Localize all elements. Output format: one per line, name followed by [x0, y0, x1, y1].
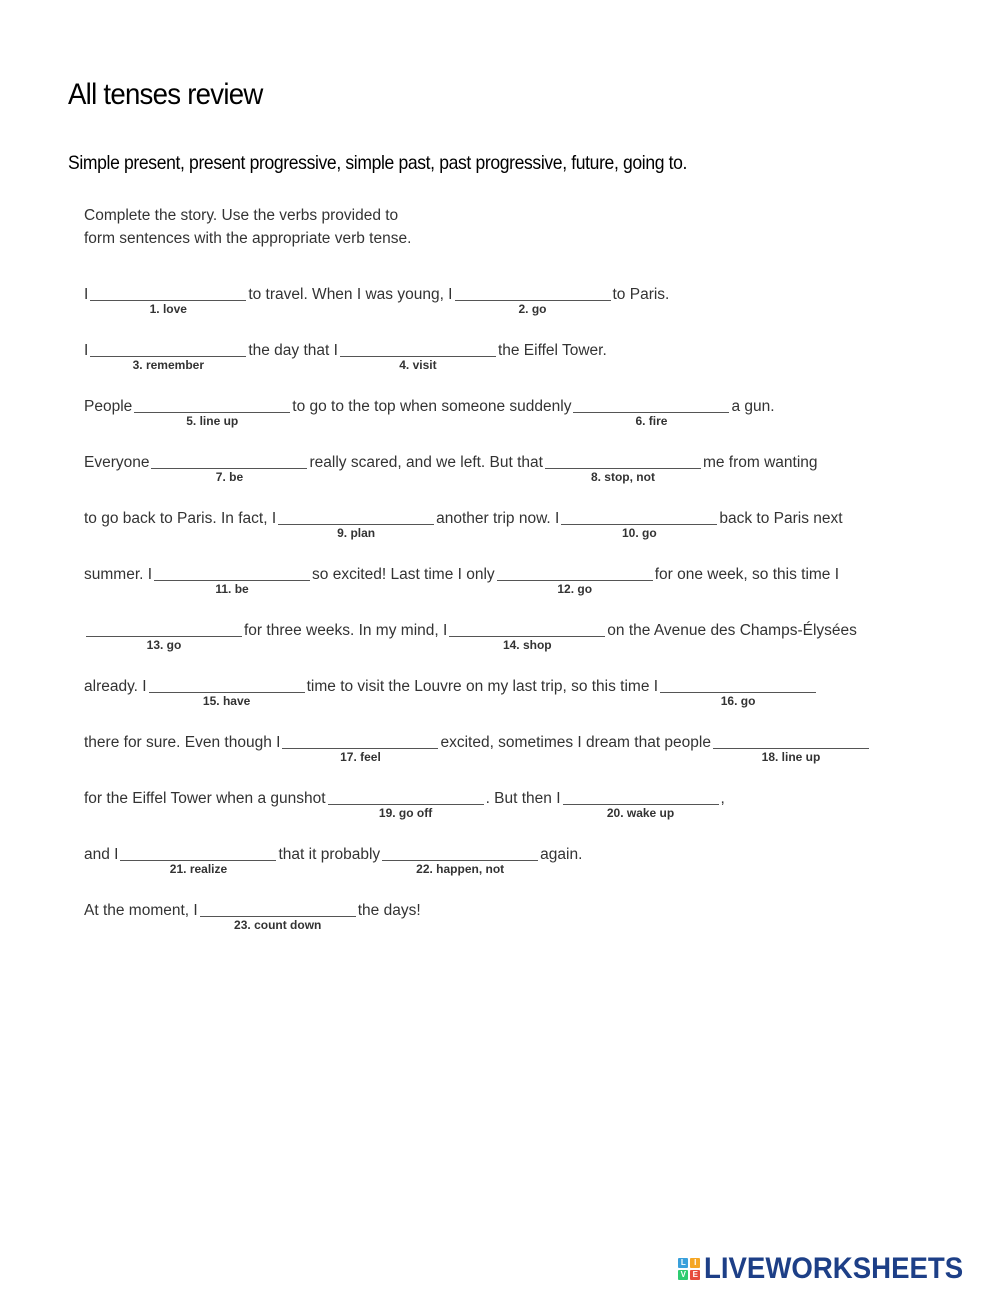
sentence-line: [84, 620, 857, 660]
sentence-text: the Eiffel Tower.: [497, 342, 607, 359]
answer-blank[interactable]: [154, 564, 310, 596]
answer-blank[interactable]: [90, 340, 246, 372]
instructions-line: Complete the story. Use the verbs provided to: [84, 207, 399, 224]
instructions-line: form sentences with the appropriate verb tense.: [84, 230, 412, 247]
verb-hint: 2. go: [518, 302, 547, 316]
answer-blank[interactable]: [149, 676, 305, 708]
verb-hint: 16. go: [720, 694, 756, 708]
sentence-text: time to visit the Louvre on my last trip, so this time I: [306, 678, 659, 695]
verb-hint: 9. plan: [337, 526, 376, 540]
answer-line: [328, 804, 484, 805]
sentence-line: [84, 844, 582, 884]
answer-blank[interactable]: [449, 620, 605, 652]
sentence-text: to go to the top when someone suddenly: [292, 398, 572, 415]
answer-blank[interactable]: [563, 788, 719, 820]
sentence-text: Everyone: [84, 454, 150, 471]
sentence-text: there for sure. Even though I: [84, 734, 281, 751]
sentence-line: [84, 676, 818, 716]
answer-line: [545, 468, 701, 469]
answer-blank[interactable]: [134, 396, 290, 428]
verb-hint: 20. wake up: [606, 806, 675, 820]
answer-line: [455, 300, 611, 301]
answer-line: [154, 580, 310, 581]
sentence-line: [84, 900, 421, 940]
answer-line: [713, 748, 869, 749]
answer-blank[interactable]: [382, 844, 538, 876]
answer-blank[interactable]: [545, 452, 701, 484]
answer-line: [561, 524, 717, 525]
answer-line: [573, 412, 729, 413]
sentence-text: really scared, and we left. But that: [309, 454, 543, 471]
answer-line: [86, 636, 242, 637]
answer-blank[interactable]: [713, 732, 869, 764]
answer-line: [120, 860, 276, 861]
sentence-line: [84, 284, 669, 324]
answer-blank[interactable]: [200, 900, 356, 932]
sentence-text: already. I: [84, 678, 147, 695]
answer-line: [134, 412, 290, 413]
answer-blank[interactable]: [328, 788, 484, 820]
sentence-line: [84, 396, 775, 436]
sentence-line: [84, 564, 839, 604]
answer-blank[interactable]: [120, 844, 276, 876]
sentence-text: so excited! Last time I only: [312, 566, 495, 583]
page-subtitle: Simple present, present progressive, simple past, past progressive, future, going to.: [68, 152, 688, 174]
answer-blank[interactable]: [561, 508, 717, 540]
answer-line: [151, 468, 307, 469]
sentence-text: back to Paris next: [719, 510, 843, 527]
logo-mark-letter: I: [690, 1258, 700, 1268]
verb-hint: 12. go: [557, 582, 593, 596]
answer-blank[interactable]: [497, 564, 653, 596]
verb-hint: 21. realize: [169, 862, 228, 876]
sentence-text: summer. I: [84, 566, 153, 583]
answer-line: [278, 524, 434, 525]
answer-line: [382, 860, 538, 861]
answer-blank[interactable]: [282, 732, 438, 764]
answer-line: [90, 356, 246, 357]
answer-blank[interactable]: [340, 340, 496, 372]
answer-line: [563, 804, 719, 805]
verb-hint: 10. go: [622, 526, 657, 540]
verb-hint: 23. count down: [234, 918, 322, 932]
sentence-text: and I: [84, 846, 119, 863]
brand-logo: [678, 1252, 986, 1286]
verb-hint: 7. be: [215, 470, 244, 484]
verb-hint: 13. go: [146, 638, 182, 652]
page-title: All tenses review: [68, 78, 263, 111]
sentence-text: to go back to Paris. In fact, I: [84, 510, 277, 527]
sentence-text: the day that I: [248, 342, 338, 359]
verb-hint: 19. go off: [378, 806, 433, 820]
instructions: [84, 204, 464, 250]
answer-line: [340, 356, 496, 357]
brand-name: LIVEWORKSHEETS: [704, 1252, 964, 1285]
verb-hint: 17. feel: [340, 750, 381, 764]
sentence-line: [84, 508, 843, 548]
logo-mark-icon: [678, 1258, 700, 1280]
sentence-text: to travel. When I was young, I: [248, 286, 453, 303]
verb-hint: 8. stop, not: [590, 470, 655, 484]
answer-line: [149, 692, 305, 693]
verb-hint: 14. shop: [502, 638, 552, 652]
sentence-text: again.: [540, 846, 583, 863]
sentence-text: another trip now. I: [436, 510, 560, 527]
verb-hint: 1. love: [149, 302, 187, 316]
sentence-text: the days!: [357, 902, 421, 919]
answer-line: [449, 636, 605, 637]
sentence-text: me from wanting: [702, 454, 818, 471]
logo-mark-letter: E: [690, 1270, 700, 1280]
sentence-text: At the moment, I: [84, 902, 198, 919]
answer-blank[interactable]: [278, 508, 434, 540]
verb-hint: 15. have: [202, 694, 251, 708]
answer-blank[interactable]: [90, 284, 246, 316]
sentence-line: [84, 788, 725, 828]
logo-mark-letter: L: [678, 1258, 688, 1268]
sentence-text: . But then I: [485, 790, 561, 807]
sentence-text: a gun.: [731, 398, 775, 415]
sentence-text: I: [84, 342, 89, 359]
sentence-text: that it probably: [278, 846, 381, 863]
sentence-text: on the Avenue des Champs-Élysées: [607, 622, 857, 639]
verb-hint: 4. visit: [399, 358, 437, 372]
sentence-line: [84, 732, 871, 772]
verb-hint: 11. be: [215, 582, 249, 596]
verb-hint: 5. line up: [186, 414, 239, 428]
sentence-text: excited, sometimes I dream that people: [440, 734, 711, 751]
answer-blank[interactable]: [86, 620, 242, 652]
sentence-text: I: [84, 286, 89, 303]
answer-line: [282, 748, 438, 749]
verb-hint: 3. remember: [132, 358, 204, 372]
answer-blank[interactable]: [455, 284, 611, 316]
verb-hint: 22. happen, not: [416, 862, 505, 876]
answer-line: [660, 692, 816, 693]
sentence-text: People: [84, 398, 133, 415]
answer-blank[interactable]: [660, 676, 816, 708]
answer-blank[interactable]: [151, 452, 307, 484]
sentence-text: for one week, so this time I: [654, 566, 840, 583]
answer-line: [90, 300, 246, 301]
sentence-text: for the Eiffel Tower when a gunshot: [84, 790, 326, 807]
verb-hint: 18. line up: [761, 750, 821, 764]
answer-blank[interactable]: [573, 396, 729, 428]
answer-line: [497, 580, 653, 581]
sentence-line: [84, 340, 607, 380]
sentence-text: for three weeks. In my mind, I: [244, 622, 448, 639]
sentence-line: [84, 452, 818, 492]
answer-line: [200, 916, 356, 917]
sentence-text: to Paris.: [612, 286, 670, 303]
sentence-text: ,: [720, 790, 725, 807]
verb-hint: 6. fire: [635, 414, 668, 428]
logo-mark-letter: V: [678, 1270, 688, 1280]
